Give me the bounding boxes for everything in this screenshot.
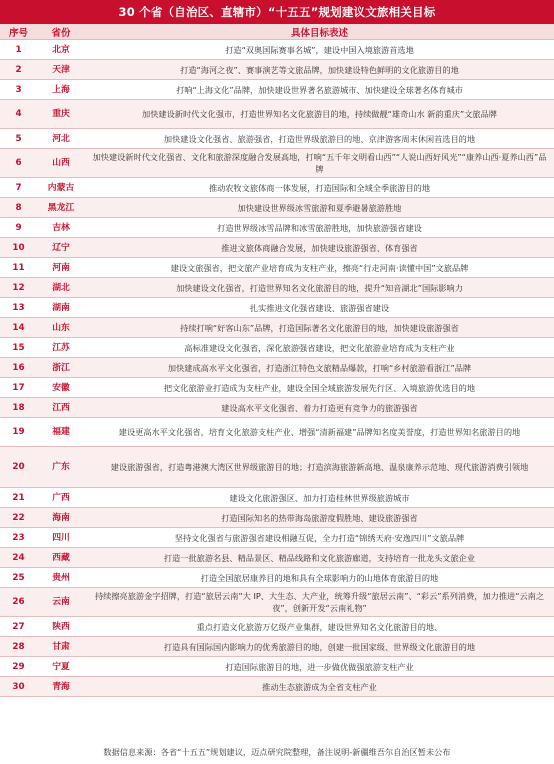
row-description: 把文化旅游业打造成为支柱产业，建设全国全域旅游发展先行区、入境旅游优选目的地	[85, 378, 554, 398]
table-row	[0, 508, 554, 528]
row-description: 加快建设新时代文化强市，打造世界知名文化旅游目的地，持续做靓“雄奇山水 新韵重庆”文旅品牌	[85, 100, 554, 129]
row-province: 天津	[37, 60, 85, 80]
row-description: 坚持文化强省与旅游强省建设相融互促，全力打造“锦绣天府·安逸四川”文旅品牌	[85, 528, 554, 548]
row-province: 湖南	[37, 298, 85, 318]
row-description: 持续打响“好客山东”品牌，打造国际著名文化旅游目的地，加快建设旅游强省	[85, 318, 554, 338]
table-body	[0, 40, 554, 697]
row-number: 12	[0, 278, 37, 298]
table-row	[0, 528, 554, 548]
row-province: 云南	[37, 588, 85, 617]
table-row	[0, 447, 554, 488]
row-number: 1	[0, 40, 37, 60]
table-row	[0, 378, 554, 398]
row-number: 3	[0, 80, 37, 100]
row-description: 加快建设新时代文化强省、文化和旅游深度融合发展高地，打响“五千年文明看山西”“人说山西好风光”“康养山西·夏养山西”品牌	[85, 149, 554, 178]
row-province: 吉林	[37, 218, 85, 238]
row-description: 建设旅游强省，打造粤港澳大湾区世界级旅游目的地；打造滨海旅游新高地、温泉康养示范地、现代旅游消费引领地	[85, 447, 554, 488]
row-description: 推进文旅体商融合发展，加快建设旅游强省、体育强省	[85, 238, 554, 258]
table-row	[0, 568, 554, 588]
table-row	[0, 198, 554, 218]
row-number: 13	[0, 298, 37, 318]
table-row	[0, 278, 554, 298]
row-number: 2	[0, 60, 37, 80]
row-province: 北京	[37, 40, 85, 60]
table-row	[0, 318, 554, 338]
row-description: 打造全国旅居康养目的地和具有全球影响力的山地体育旅游目的地	[85, 568, 554, 588]
row-number: 9	[0, 218, 37, 238]
table-row	[0, 100, 554, 129]
row-number: 21	[0, 488, 37, 508]
source-note: 数据信息来源：各省“十五五”规划建议，迈点研究院整理，备注说明-新疆维吾尔自治区暂未公布	[103, 746, 451, 757]
table-row	[0, 40, 554, 60]
table-row	[0, 677, 554, 697]
row-province: 青海	[37, 677, 85, 697]
row-number: 30	[0, 677, 37, 697]
row-province: 辽宁	[37, 238, 85, 258]
row-province: 西藏	[37, 548, 85, 568]
table-row	[0, 80, 554, 100]
row-province: 福建	[37, 418, 85, 447]
table-row	[0, 588, 554, 617]
row-description: 打造国际旅游目的地，进一步做优做强旅游支柱产业	[85, 657, 554, 677]
row-province: 山东	[37, 318, 85, 338]
row-description: 推动生态旅游成为全省支柱产业	[85, 677, 554, 697]
row-province: 陕西	[37, 617, 85, 637]
row-description: 打造“海河之夜”、赛事演艺等文旅品牌，加快建设特色鲜明的文化旅游目的地	[85, 60, 554, 80]
row-number: 22	[0, 508, 37, 528]
row-number: 16	[0, 358, 37, 378]
row-description: 建设高水平文化强省、着力打造更有竞争力的旅游强省	[85, 398, 554, 418]
row-number: 25	[0, 568, 37, 588]
row-description: 加快建设文化强省、旅游强省，打造世界级旅游目的地、京津游客周末休闲首选目的地	[85, 129, 554, 149]
row-number: 6	[0, 149, 37, 178]
row-number: 10	[0, 238, 37, 258]
row-province: 湖北	[37, 278, 85, 298]
table-row	[0, 637, 554, 657]
table-row	[0, 358, 554, 378]
table-row	[0, 338, 554, 358]
row-description: 建设更高水平文化强省，培育文化旅游支柱产业、增强“清新福建”品牌知名度美誉度，打造世界知名旅游目的地	[85, 418, 554, 447]
row-description: 打造国际知名的热带海岛旅游度假胜地、建设旅游强省	[85, 508, 554, 528]
row-description: 高标准建设文化强省，深化旅游强省建设，把文化旅游业培育成为支柱产业	[85, 338, 554, 358]
table-header	[0, 24, 554, 40]
table-title: 30 个省（自治区、直辖市）“十五五”规划建议文旅相关目标	[0, 0, 554, 24]
row-number: 18	[0, 398, 37, 418]
table-row	[0, 548, 554, 568]
row-province: 广西	[37, 488, 85, 508]
header-desc: 具体目标表述	[85, 24, 554, 40]
table-row	[0, 178, 554, 198]
row-description: 打响“上海文化”品牌，加快建设世界著名旅游城市、加快建设全球著名体育城市	[85, 80, 554, 100]
table-row	[0, 418, 554, 447]
row-description: 加快建成高水平文化强省，打造浙江特色文旅精品爆款，打响“乡村旅游看浙江”品牌	[85, 358, 554, 378]
row-number: 4	[0, 100, 37, 129]
row-description: 扎实推进文化强省建设、旅游强省建设	[85, 298, 554, 318]
table-row	[0, 129, 554, 149]
row-description: 建设文旅强省，把文旅产业培育成为支柱产业，擦亮“行走河南·读懂中国”文旅品牌	[85, 258, 554, 278]
row-province: 山西	[37, 149, 85, 178]
row-number: 23	[0, 528, 37, 548]
row-number: 28	[0, 637, 37, 657]
table-row	[0, 258, 554, 278]
row-description: 打造具有国际国内影响力的优秀旅游目的地，创建一批国家级、世界级文化旅游目的地	[85, 637, 554, 657]
table-row	[0, 488, 554, 508]
row-description: 打造“双奥国际赛事名城”，建设中国入境旅游首选地	[85, 40, 554, 60]
row-province: 甘肃	[37, 637, 85, 657]
row-province: 江西	[37, 398, 85, 418]
row-number: 11	[0, 258, 37, 278]
table-row	[0, 657, 554, 677]
table-row	[0, 398, 554, 418]
row-number: 19	[0, 418, 37, 447]
row-province: 黑龙江	[37, 198, 85, 218]
row-number: 5	[0, 129, 37, 149]
row-number: 27	[0, 617, 37, 637]
row-number: 8	[0, 198, 37, 218]
row-province: 浙江	[37, 358, 85, 378]
table-row	[0, 617, 554, 637]
row-province: 贵州	[37, 568, 85, 588]
row-number: 15	[0, 338, 37, 358]
row-description: 打造世界级冰雪品牌和冰雪旅游胜地，加快旅游强省建设	[85, 218, 554, 238]
row-province: 广东	[37, 447, 85, 488]
row-province: 四川	[37, 528, 85, 548]
row-province: 海南	[37, 508, 85, 528]
table-row	[0, 218, 554, 238]
row-number: 24	[0, 548, 37, 568]
table-row	[0, 298, 554, 318]
row-province: 河南	[37, 258, 85, 278]
row-number: 29	[0, 657, 37, 677]
row-number: 17	[0, 378, 37, 398]
row-description: 建设文化旅游强区、加力打造桂林世界级旅游城市	[85, 488, 554, 508]
row-number: 14	[0, 318, 37, 338]
row-province: 江苏	[37, 338, 85, 358]
row-province: 重庆	[37, 100, 85, 129]
table-row	[0, 149, 554, 178]
row-description: 持续擦亮旅游金字招牌，打造“旅居云南”大 IP、大生态、大产业，统筹升级“旅居云南”、“彩云”系列消费，加力推进“云南之夜”，创新开发“云南礼物”	[85, 588, 554, 617]
row-description: 推动农牧文旅体商一体发展，打造国际和全域全季旅游目的地	[85, 178, 554, 198]
row-number: 20	[0, 447, 37, 488]
table-row	[0, 238, 554, 258]
row-province: 安徽	[37, 378, 85, 398]
row-description: 加快建设世界级冰雪旅游和夏季避暑旅游胜地	[85, 198, 554, 218]
row-province: 内蒙古	[37, 178, 85, 198]
row-number: 7	[0, 178, 37, 198]
targets-table	[0, 24, 554, 697]
header-province: 省份	[37, 24, 85, 40]
row-description: 打造一批旅游名县、精品景区、精品线路和文化旅游廊道，支持培育一批龙头文旅企业	[85, 548, 554, 568]
table-row	[0, 60, 554, 80]
row-description: 加快建设文化强省，打造世界知名文化旅游目的地，提升“知音湖北”国际影响力	[85, 278, 554, 298]
header-no: 序号	[0, 24, 37, 40]
row-description: 重点打造文化旅游万亿级产业集群，建设世界知名文化旅游目的地、	[85, 617, 554, 637]
row-province: 河北	[37, 129, 85, 149]
row-province: 宁夏	[37, 657, 85, 677]
row-number: 26	[0, 588, 37, 617]
row-province: 上海	[37, 80, 85, 100]
